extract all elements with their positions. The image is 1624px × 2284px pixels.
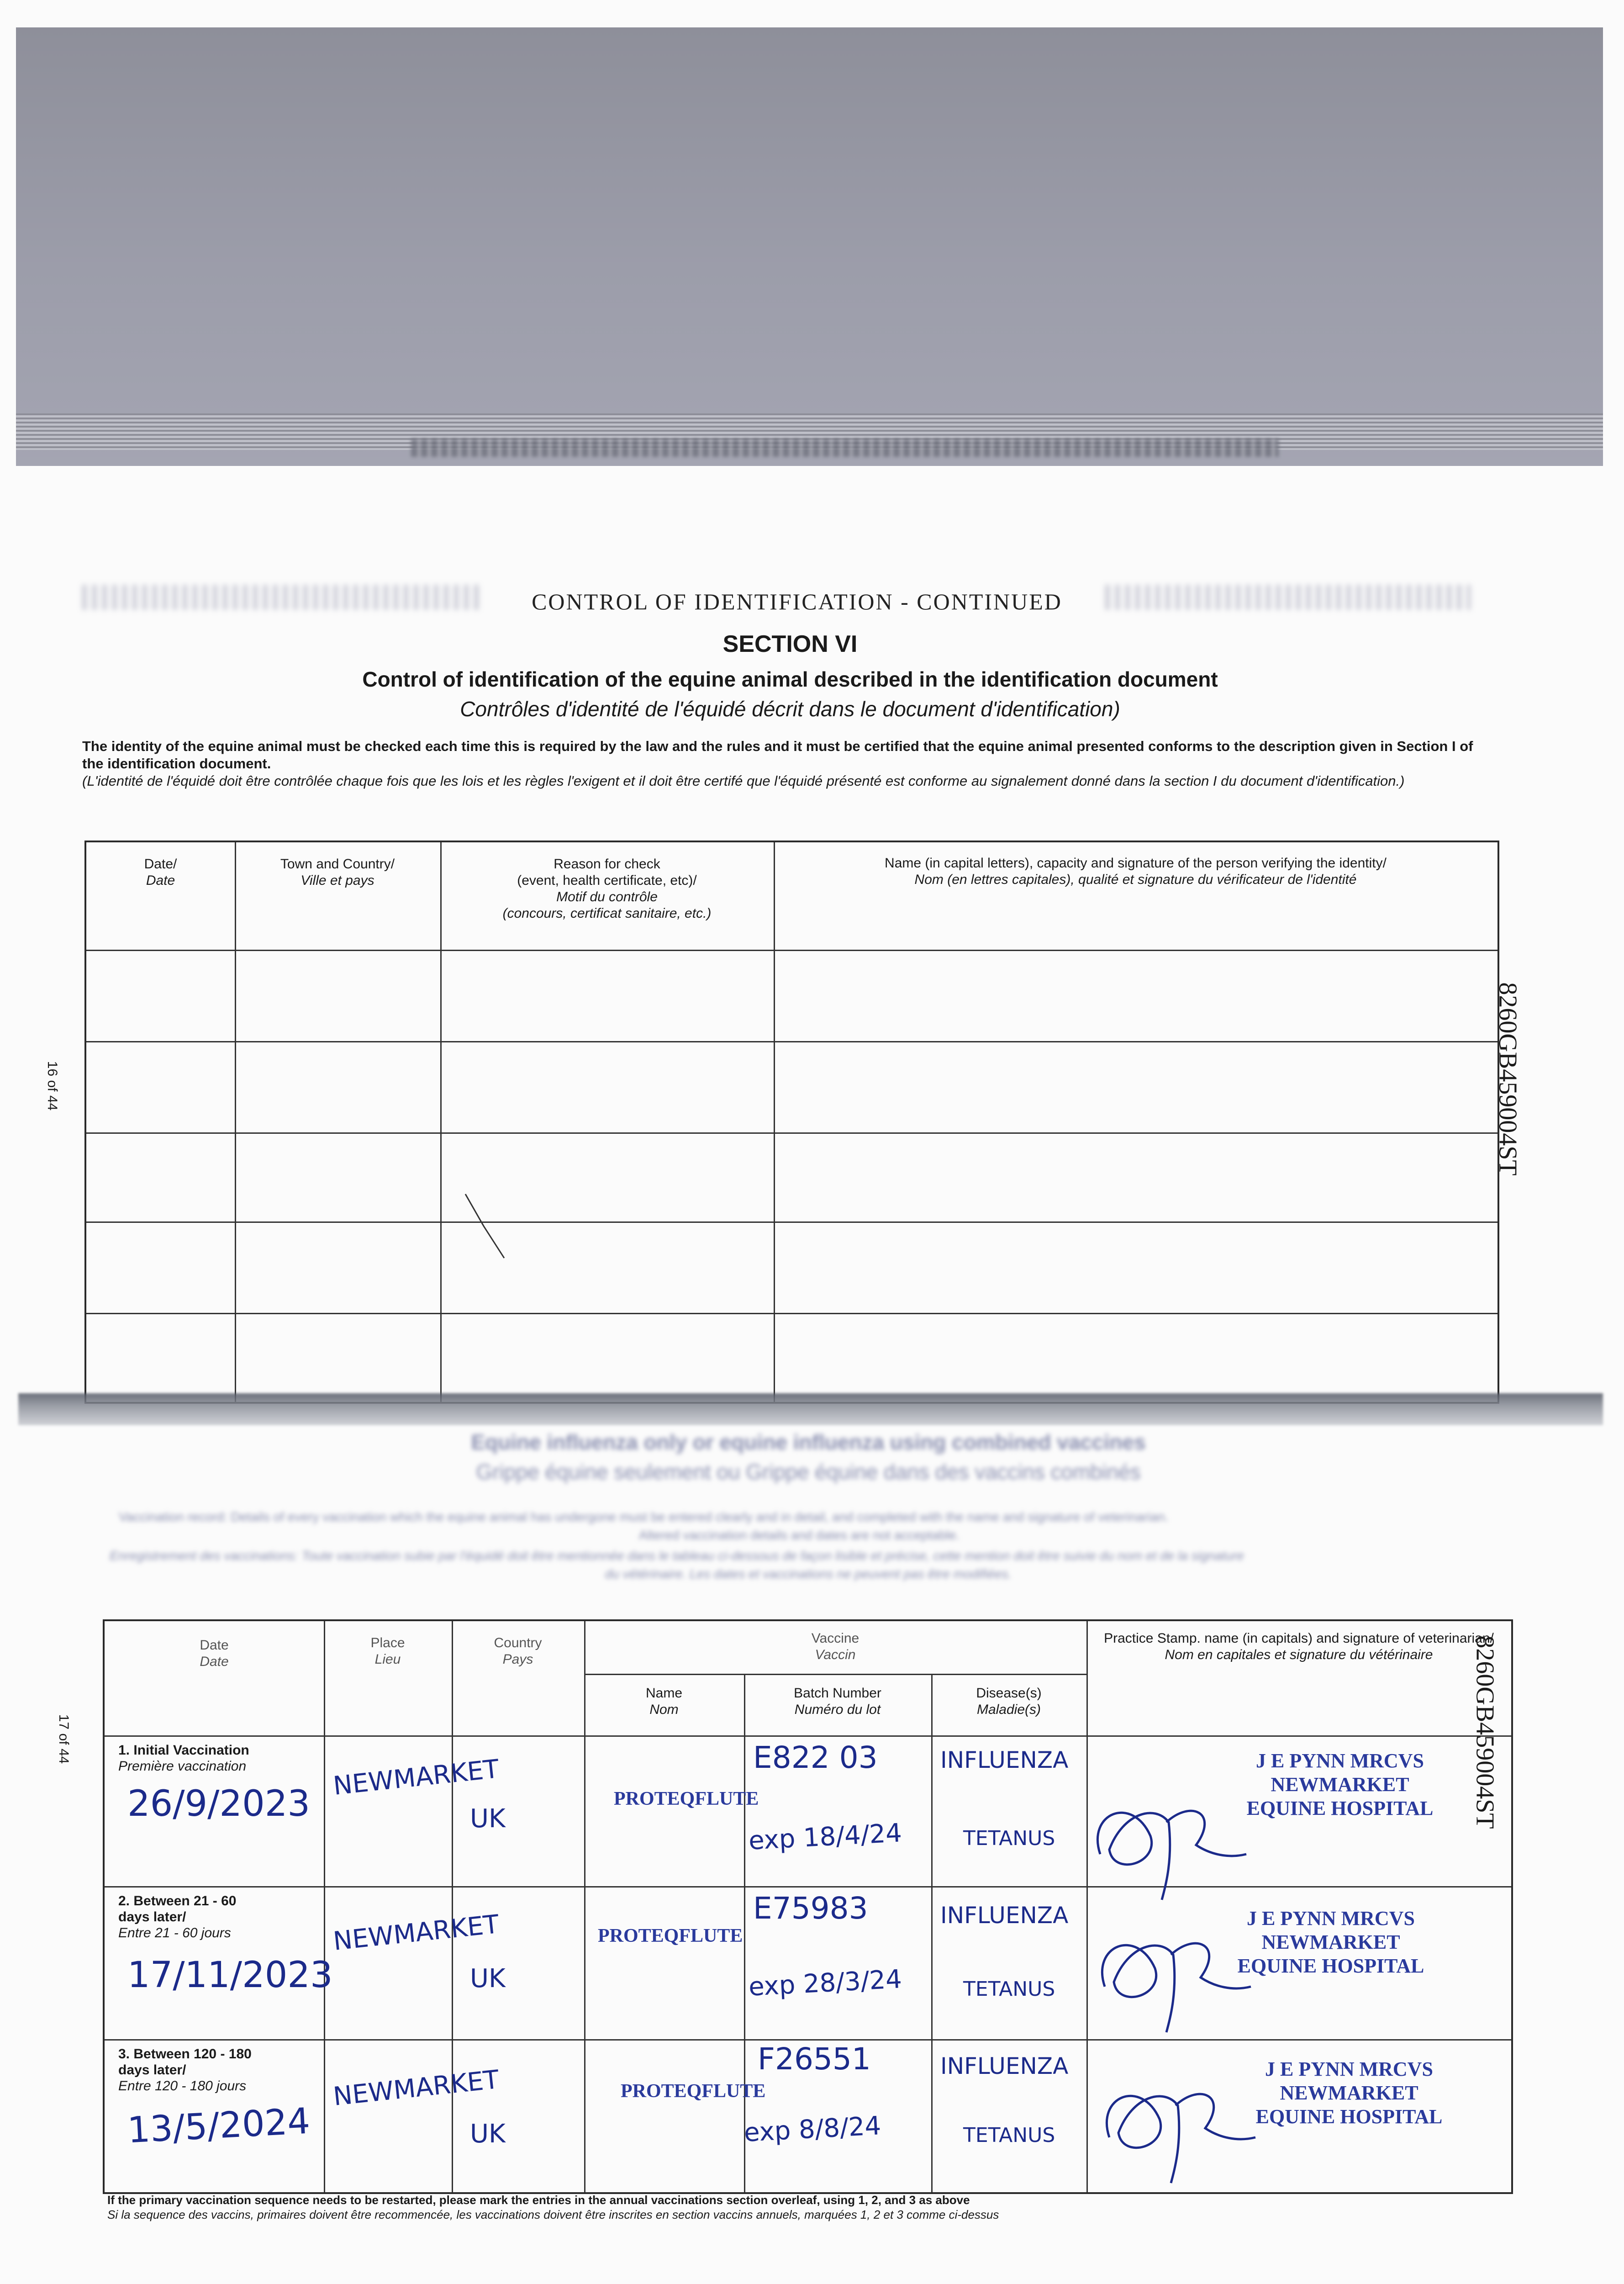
vacc-header-country (452, 1635, 584, 1668)
header-reason-en: Reason for check (554, 856, 660, 872)
row3-stamp-line2: NEWMARKET (1280, 2082, 1418, 2104)
row3-label-fr: Entre 120 - 180 jours (118, 2078, 247, 2094)
row-divider (584, 1674, 1086, 1675)
vacc-header-vaccine-fr: Vaccin (815, 1647, 856, 1662)
col-divider (324, 1621, 325, 2192)
blurred-vacc-title-1: Equine influenza only or equine influenza using combined vaccines (471, 1430, 1146, 1454)
row1-expiry: exp 18/4/24 (748, 1818, 903, 1856)
header-reason-fr2: (concours, certificat sanitaire, etc.) (502, 906, 712, 921)
identification-check-table (84, 841, 1499, 1404)
vacc-header-place-fr: Lieu (374, 1652, 401, 1667)
row2-vet-signature (1086, 1918, 1260, 2037)
row-divider (86, 1132, 1497, 1134)
header-town-country (235, 856, 440, 889)
row3-place: NEWMARKET (332, 2065, 501, 2112)
blurred-vacc-title-2: Grippe équine seulement ou Grippe équine dans des vaccins combinés (476, 1460, 1141, 1484)
vacc-header-stamp-en: Practice Stamp. name (in capitals) and signature of veterinarian/ (1104, 1631, 1494, 1646)
vacc-header-name-en: Name (645, 1686, 683, 1701)
row3-stamp-line1: J E PYNN MRCVS (1265, 2058, 1433, 2080)
blurred-vacc-para-1: Vaccination record: Details of every vaccination which the equine animal has undergone must be entered clearly and in detail, and completed with the name and signature of veterinarian. (119, 1510, 1169, 1524)
row1-disease-1: INFLUENZA (940, 1747, 1069, 1773)
side-id-upper: 8260GB459004ST (1493, 982, 1522, 1176)
restart-note (107, 2193, 1340, 2222)
blurred-vacc-para-3: Enregistrement des vaccinations: Toute vaccination subie par l'équidé doit être mentionnée dans le tableau ci-dessous de façon lisible et précise, cette mention doit être suivie du nom et de la signature (110, 1549, 1244, 1563)
row1-country: UK (470, 1804, 506, 1834)
row1-label-en: 1. Initial Vaccination (118, 1743, 249, 1758)
header-verifier-en: Name (in capital letters), capacity and signature of the person verifying the identity/ (885, 856, 1387, 871)
row2-disease-1: INFLUENZA (940, 1902, 1069, 1929)
header-date (86, 856, 235, 889)
header-reason-fr: Motif du contrôle (556, 889, 658, 904)
row3-disease-2: TETANUS (963, 2124, 1055, 2147)
scanned-top-band (16, 27, 1603, 466)
row-label-second (118, 1893, 269, 1941)
blurred-header-left (82, 585, 484, 610)
row3-date: 13/5/2024 (126, 2100, 311, 2152)
col-divider (452, 1621, 453, 2192)
vacc-header-date-en: Date (200, 1638, 229, 1653)
vacc-header-batch (744, 1685, 931, 1718)
row2-stamp-line2: NEWMARKET (1261, 1931, 1400, 1953)
row2-disease-2: TETANUS (963, 1977, 1055, 2001)
row2-date: 17/11/2023 (127, 1955, 333, 1996)
header-date-en: Date/ (144, 856, 177, 872)
page-number-lower: 17 of 44 (56, 1714, 72, 1764)
row3-batch: F26551 (758, 2041, 871, 2077)
vacc-header-name-fr: Nom (649, 1702, 679, 1717)
restart-note-fr: Si la sequence des vaccins, primaires doivent être recommencée, les vaccinations doivent être inscrites en section vaccins annuels, marquées 1, 2 et 3 comme ci-dessus (107, 2208, 999, 2221)
row-divider (105, 1886, 1511, 1887)
vacc-header-name (584, 1685, 744, 1718)
vacc-header-disease-en: Disease(s) (976, 1686, 1042, 1701)
vacc-header-stamp-fr: Nom en capitales et signature du vétérinaire (1165, 1647, 1433, 1662)
vacc-header-batch-fr: Numéro du lot (794, 1702, 881, 1717)
instructions-fr: (L'identité de l'équidé doit être contrôlée chaque fois que les lois et les règles l'exigent et il doit être certifé que l'équidé présenté est conforme au signalement donné dans la section I du document d'identification.) (82, 773, 1405, 789)
header-verifier-fr: Nom (en lettres capitales), qualité et signature du vérificateur de l'identité (914, 872, 1357, 887)
instructions-paragraph (82, 738, 1480, 790)
row3-vet-signature (1091, 2069, 1265, 2188)
header-reason-en2: (event, health certificate, etc)/ (517, 873, 697, 888)
row2-expiry: exp 28/3/24 (748, 1964, 903, 2002)
row3-disease-1: INFLUENZA (940, 2053, 1069, 2079)
header-reason (440, 856, 774, 922)
row1-label-fr: Première vaccination (118, 1759, 247, 1774)
continued-heading: CONTROL OF IDENTIFICATION - CONTINUED (532, 589, 1062, 614)
vacc-header-disease-fr: Maladie(s) (976, 1702, 1041, 1717)
col-divider (931, 1674, 933, 2192)
vacc-header-vaccine-en: Vaccine (811, 1631, 859, 1646)
vaccination-table (103, 1619, 1513, 2194)
row2-batch: E75983 (753, 1891, 868, 1926)
row3-stamp-line3: EQUINE HOSPITAL (1255, 2105, 1443, 2128)
row-divider (105, 1735, 1511, 1737)
section-title: SECTION VI (722, 631, 858, 657)
row1-vet-signature (1082, 1786, 1255, 1904)
row2-vaccine-name: PROTEQFLUTE (598, 1925, 743, 1946)
row1-stamp-line2: NEWMARKET (1271, 1773, 1409, 1796)
row2-label-fr: Entre 21 - 60 jours (118, 1925, 231, 1940)
row2-place: NEWMARKET (332, 1909, 501, 1956)
page-fold-shadow (18, 1393, 1603, 1425)
header-date-fr: Date (146, 873, 175, 888)
blurred-header-right (1105, 585, 1471, 610)
row-label-initial (118, 1742, 249, 1774)
col-divider (440, 842, 442, 1402)
row1-stamp-line1: J E PYNN MRCVS (1256, 1750, 1424, 1772)
vacc-header-vaccine (584, 1630, 1086, 1663)
row1-batch: E822 03 (753, 1740, 878, 1775)
col-divider (1086, 1621, 1088, 2192)
row1-place: NEWMARKET (332, 1754, 501, 1801)
row2-country: UK (470, 1964, 506, 1993)
vacc-header-stamp (1086, 1630, 1511, 1663)
page-number-upper: 16 of 44 (45, 1061, 60, 1111)
col-divider (744, 1674, 745, 2192)
row3-country: UK (470, 2119, 506, 2149)
row1-date: 26/9/2023 (127, 1783, 310, 1824)
row2-stamp-line3: EQUINE HOSPITAL (1237, 1955, 1424, 1977)
stray-pen-mark (461, 1190, 516, 1263)
vacc-header-country-en: Country (494, 1635, 542, 1650)
scanned-blurred-strip (411, 439, 1279, 457)
restart-note-en: If the primary vaccination sequence needs to be restarted, please mark the entries in the annual vaccinations section overleaf, using 1, 2, and 3 as above (107, 2193, 970, 2207)
vacc-header-country-fr: Pays (502, 1652, 533, 1667)
vacc-header-place-en: Place (370, 1635, 405, 1650)
header-town-en: Town and Country/ (280, 856, 395, 872)
control-title-fr: Contrôles d'identité de l'équidé décrit dans le document d'identification) (460, 697, 1120, 721)
instructions-en: The identity of the equine animal must be checked each time this is required by the law and the rules and it must be certified that the equine animal presented conforms to the description given in Section I of the identification document. (82, 738, 1473, 772)
col-divider (235, 842, 236, 1402)
control-title-en: Control of identification of the equine animal described in the identification document (362, 667, 1218, 691)
row-divider (105, 2039, 1511, 2041)
blurred-vacc-para-4: du vétérinaire. Les dates et vaccinations ne peuvent pas être modifiées. (605, 1567, 1012, 1581)
row-label-third (118, 2046, 274, 2094)
row2-stamp-line1: J E PYNN MRCVS (1247, 1907, 1415, 1930)
row-divider (86, 1041, 1497, 1042)
vacc-header-date (105, 1637, 324, 1670)
row1-disease-2: TETANUS (963, 1827, 1055, 1850)
row-divider (86, 1313, 1497, 1314)
row3-label-en: 3. Between 120 - 180 days later/ (118, 2046, 252, 2078)
blurred-vacc-para-2: Altered vaccination details and dates are not acceptable. (638, 1528, 960, 1542)
row3-vaccine-name: PROTEQFLUTE (621, 2081, 766, 2102)
row-divider (86, 1221, 1497, 1223)
row1-stamp-line3: EQUINE HOSPITAL (1246, 1797, 1434, 1819)
header-verifier (774, 855, 1497, 888)
vacc-header-place (324, 1635, 452, 1668)
vacc-header-date-fr: Date (200, 1654, 229, 1669)
header-town-fr: Ville et pays (301, 873, 374, 888)
row2-label-en: 2. Between 21 - 60 days later/ (118, 1893, 237, 1924)
vacc-header-batch-en: Batch Number (794, 1686, 881, 1701)
col-divider (774, 842, 775, 1402)
side-id-lower: 8260GB459004ST (1471, 1635, 1499, 1829)
vacc-header-disease (931, 1685, 1086, 1718)
row3-expiry: exp 8/8/24 (743, 2111, 882, 2148)
row-divider (86, 950, 1497, 951)
row1-vaccine-name: PROTEQFLUTE (614, 1788, 759, 1809)
